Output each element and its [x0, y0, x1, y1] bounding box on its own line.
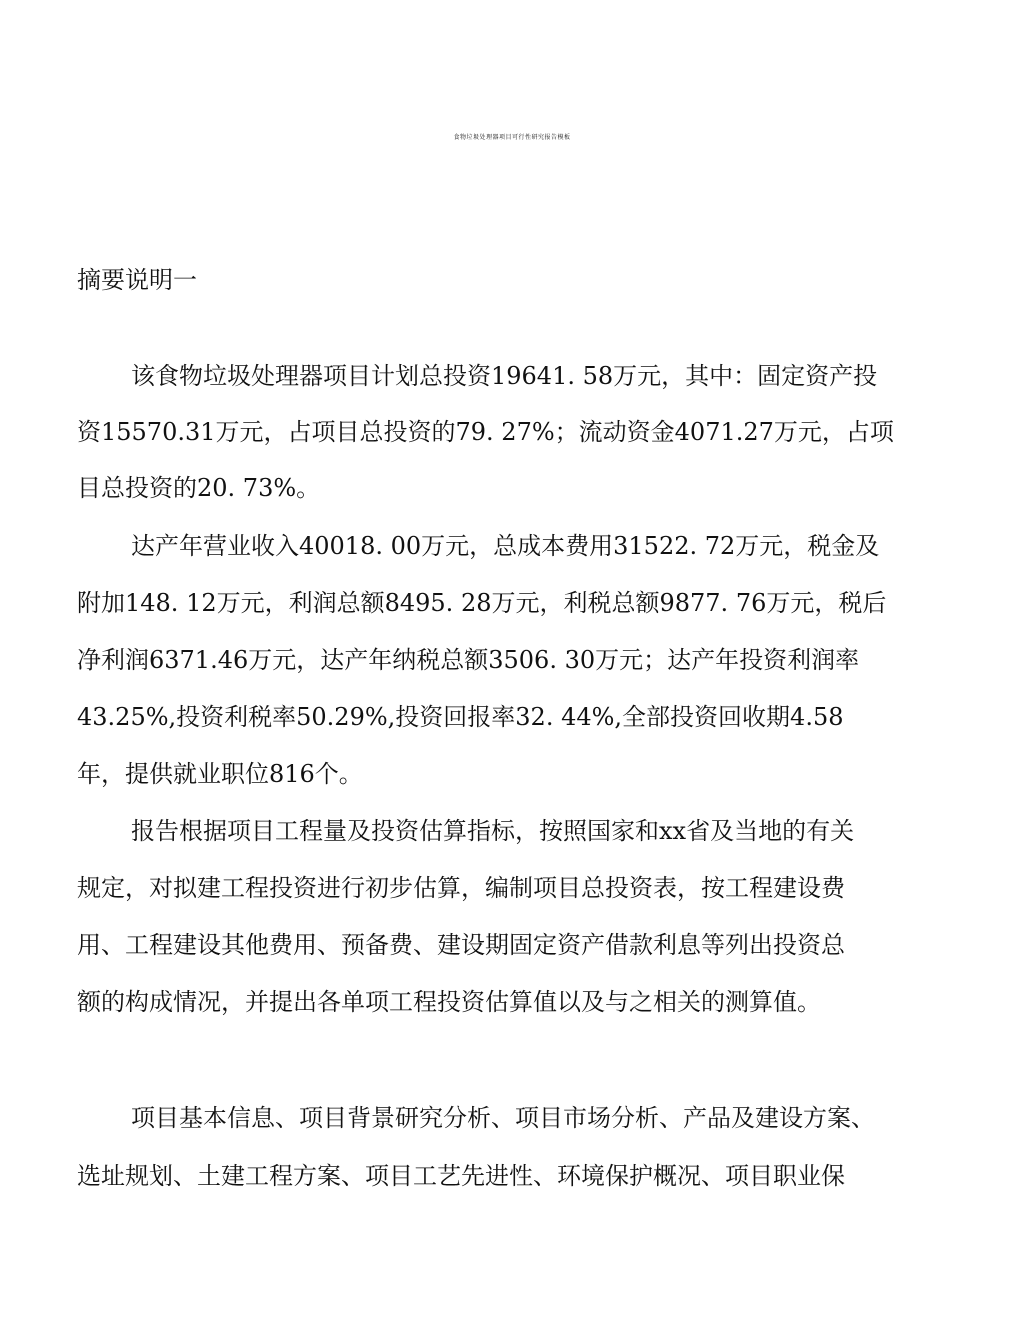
paragraph-1-line-3: 目总投资的20. 73%。 [77, 474, 321, 502]
paragraph-4-line-1: 项目基本信息、项目背景研究分析、项目市场分析、产品及建设方案、 [131, 1104, 875, 1132]
paragraph-3-line-3: 用、工程建设其他费用、预备费、建设期固定资产借款利息等列出投资总 [77, 931, 845, 959]
paragraph-2-line-2: 附加148. 12万元，利润总额8495. 28万元，利税总额9877. 76万元，税后 [77, 589, 887, 617]
paragraph-3-line-2: 规定，对拟建工程投资进行初步估算，编制项目总投资表，按工程建设费 [77, 874, 845, 902]
document-title: 食物垃圾处理器项目可行性研究报告模板 [453, 134, 571, 141]
paragraph-3-line-1: 报告根据项目工程量及投资估算指标，按照国家和xx省及当地的有关 [131, 817, 855, 845]
paragraph-2-line-5: 年，提供就业职位816个。 [77, 760, 363, 788]
paragraph-2-line-3: 净利润6371.46万元，达产年纳税总额3506. 30万元；达产年投资利润率 [77, 646, 860, 674]
paragraph-4-line-2: 选址规划、土建工程方案、项目工艺先进性、环境保护概况、项目职业保 [77, 1162, 845, 1190]
paragraph-2-line-1: 达产年营业收入40018. 00万元，总成本费用31522. 72万元，税金及 [131, 532, 880, 560]
paragraph-1-line-2: 资15570.31万元，占项目总投资的79. 27%；流动资金4071.27万元，占项 [77, 418, 894, 446]
paragraph-3-line-4: 额的构成情况，并提出各单项工程投资估算值以及与之相关的测算值。 [77, 988, 821, 1016]
section-heading: 摘要说明一 [77, 266, 197, 294]
paragraph-2-line-4: 43.25%,投资利税率50.29%,投资回报率32. 44%,全部投资回收期4.58 [77, 703, 844, 731]
paragraph-1-line-1: 该食物垃圾处理器项目计划总投资19641. 58万元，其中：固定资产投 [131, 362, 878, 390]
